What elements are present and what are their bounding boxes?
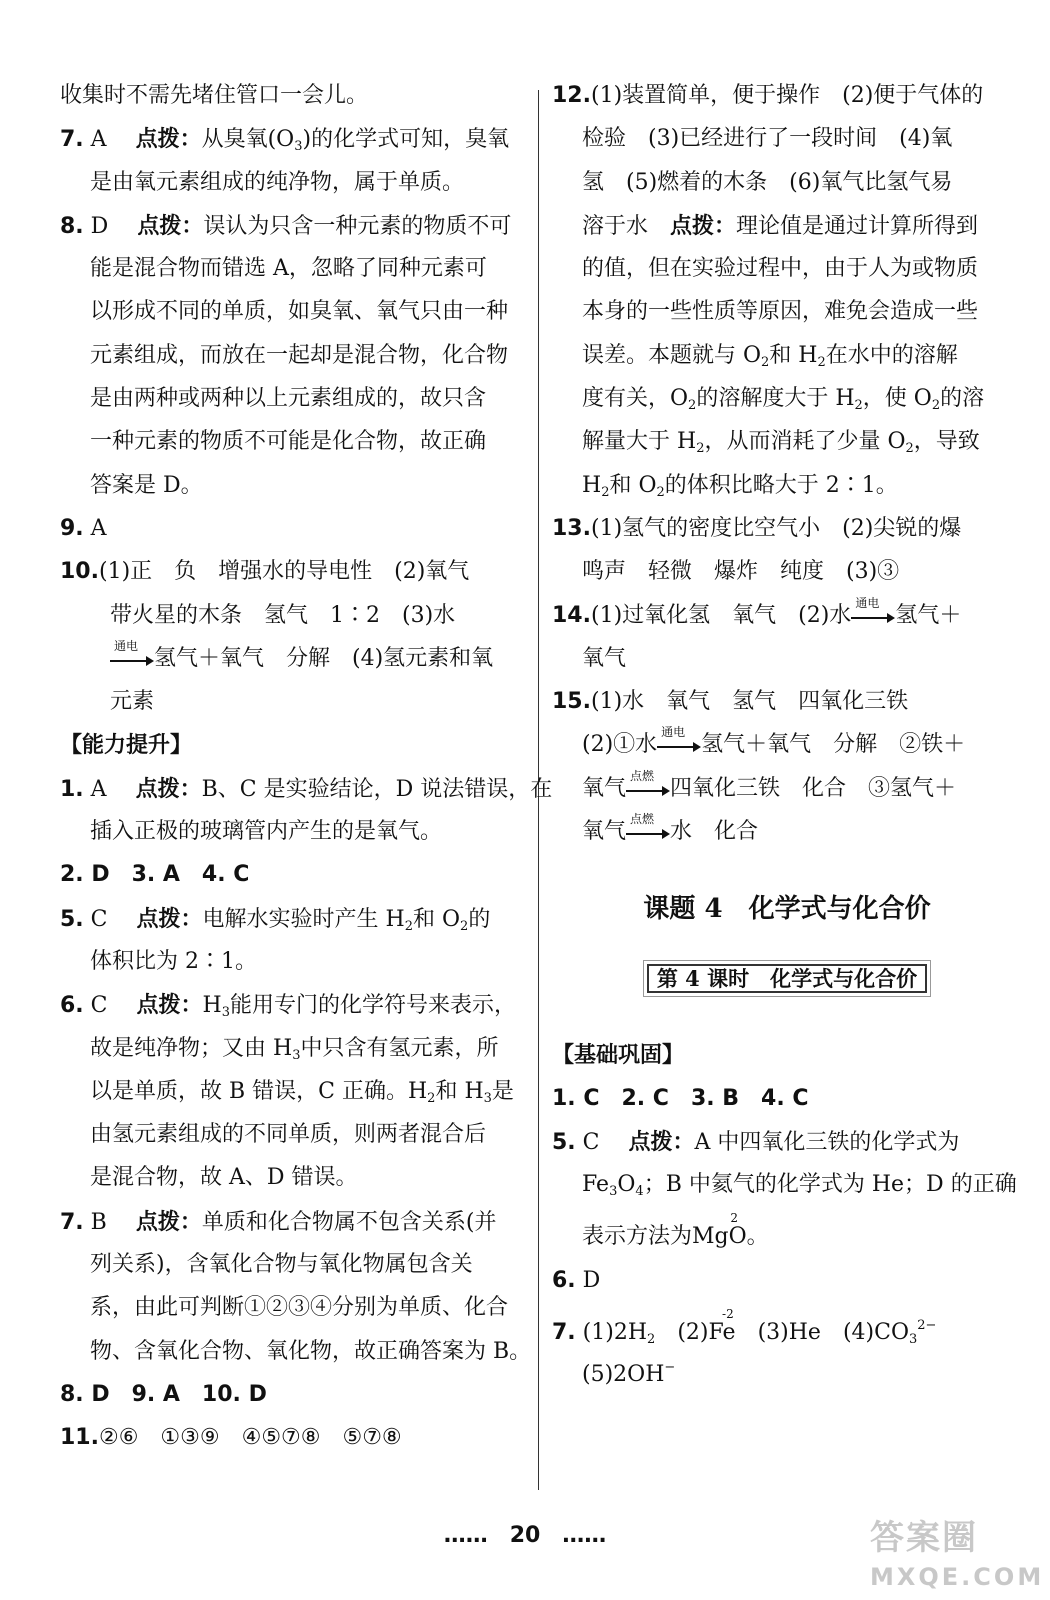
text-line: 能是混合物而错选 A，忽略了同种元素可 xyxy=(90,256,487,282)
ability-answer-6: 6. C 点拨：H3能用专门的化学符号来表示， xyxy=(60,992,517,1021)
text-line: 的值，但在实验过程中，由于人为或物质 xyxy=(582,256,979,282)
lesson-title-box: 第 4 课时 化学式与化合价 xyxy=(647,964,927,993)
text-line: 氢 (5)燃着的木条 (6)氧气比氢气易 xyxy=(582,169,953,195)
basic-answer-7: 7. (1)2H2 (2) -2 Fe (3)He (4)CO32− xyxy=(552,1306,937,1347)
answer-10: 10.(1)正 负 增强水的导电性 (2)氧气 xyxy=(60,559,470,585)
ability-answer-14: 14.(1)过氧化氢 氧气 (2)水 通电 氢气＋ xyxy=(552,595,962,628)
text-line: 是混合物，故 A、D 错误。 xyxy=(90,1165,358,1191)
text-line: 是由氧元素组成的纯净物，属于单质。 xyxy=(90,169,465,195)
text-line: 鸣声 轻微 爆炸 纯度 (3)③ xyxy=(582,559,900,585)
text-line: 溶于水 点拨：理论值是通过计算所得到 xyxy=(582,212,979,239)
text-line: 系，由此可判断①②③④分别为单质、化合 xyxy=(90,1295,509,1321)
text-line: 氧气 点燃 水 化合 xyxy=(582,812,759,845)
ability-answer-12: 12.(1)装置简单，便于操作 (2)便于气体的 xyxy=(552,83,984,108)
text-line: 以形成不同的单质，如臭氧、氧气只由一种 xyxy=(90,299,509,325)
text-line: 由氢元素组成的不同单质，则两者混合后 xyxy=(90,1122,487,1148)
text-line: Fe3O4；B 中氦气的化学式为 He；D 的正确 xyxy=(582,1172,1017,1200)
page-number: …… 20 …… xyxy=(443,1523,607,1548)
right-column xyxy=(552,85,1022,1404)
text-line: 物、含氧化合物、氧化物，故正确答案为 B。 xyxy=(90,1338,532,1364)
section-header-basic: 【基础巩固】 xyxy=(552,1042,685,1069)
ability-answer-13: 13.(1)氢气的密度比空气小 (2)尖锐的爆 xyxy=(552,515,962,541)
text-line: 以是单质，故 B 错误，C 正确。H2和 H3是 xyxy=(90,1078,514,1106)
text-line: 插入正极的玻璃管内产生的是氧气。 xyxy=(90,819,443,845)
text-line: 答案是 D。 xyxy=(90,472,203,498)
answer-9: 9. A xyxy=(60,515,107,541)
watermark-logo: 答案圈 MXQE.COM xyxy=(870,1518,1045,1591)
text-line: 解量大于 H2，从而消耗了少量 O2，导致 xyxy=(582,429,980,457)
ability-answer-1: 1. A 点拨：B、C 是实验结论，D 说法错误，在 xyxy=(60,775,553,802)
ability-answer-7: 7. B 点拨：单质和化合物属不包含关系(并 xyxy=(60,1208,497,1235)
text-line: 检验 (3)已经进行了一段时间 (4)氧 xyxy=(582,126,953,152)
reaction-arrow: 通电 xyxy=(657,734,701,756)
text-line: 一种元素的物质不可能是化合物，故正确 xyxy=(90,429,487,455)
lesson-box-container xyxy=(552,954,1022,1044)
section-header-ability: 【能力提升】 xyxy=(60,732,193,759)
reaction-arrow: 点燃 xyxy=(626,821,670,843)
answer-7: 7. A 点拨：从臭氧(O3)的化学式可知，臭氧 xyxy=(60,126,510,155)
answer-8: 8. D 点拨：误认为只含一种元素的物质不可 xyxy=(60,212,512,239)
text-line: 通电 氢气＋氧气 分解 (4)氢元素和氧 xyxy=(60,648,535,691)
basic-answers-1-4: 1. C 2. C 3. B 4. C xyxy=(552,1085,809,1111)
text-line: 故是纯净物；又由 H3中只含有氢元素，所 xyxy=(90,1035,499,1063)
text-line: 本身的一些性质等原因，难免会造成一些 xyxy=(582,299,979,325)
ability-answers-2-4: 2. D 3. A 4. C xyxy=(60,862,250,888)
text-line: 表示方法为 2 MgO。 xyxy=(582,1210,769,1249)
ability-answer-15: 15.(1)水 氧气 氢气 四氧化三铁 xyxy=(552,689,909,715)
ability-answer-11: 11.②⑥ ①③⑨ ④⑤⑦⑧ ⑤⑦⑧ xyxy=(60,1425,402,1451)
text-line: 带火星的木条 氢气 1∶2 (3)水 xyxy=(110,602,456,628)
text-line: 收集时不需先堵住管口一会儿。 xyxy=(60,83,369,108)
chapter-title: 课题 4 化学式与化合价 xyxy=(643,894,931,925)
reaction-arrow: 点燃 xyxy=(626,778,670,800)
valence-mark: -2 Fe xyxy=(708,1306,736,1345)
text-line: 度有关，O2的溶解度大于 H2，使 O2的溶 xyxy=(582,386,985,414)
text-line: 是由两种或两种以上元素组成的，故只含 xyxy=(90,386,487,412)
ability-answers-8-10: 8. D 9. A 10. D xyxy=(60,1381,267,1407)
text-line: 元素组成，而放在一起却是混合物，化合物 xyxy=(90,342,509,368)
ability-answer-5: 5. C 点拨：电解水实验时产生 H2和 O2的 xyxy=(60,905,491,934)
text-line: 误差。本题就与 O2和 H2在水中的溶解 xyxy=(582,342,958,370)
reaction-arrow: 通电 xyxy=(851,605,895,627)
reaction-arrow: 通电 xyxy=(110,648,154,670)
left-column xyxy=(60,83,553,1471)
text-line: 体积比为 2∶1。 xyxy=(90,948,257,974)
text-line: 氧气 点燃 四氧化三铁 化合 ③氢气＋ xyxy=(582,768,957,801)
text-line: (5)2OH− xyxy=(582,1359,676,1387)
text-line: 元素 xyxy=(110,689,155,715)
text-line: H2和 O2的体积比略大于 2∶1。 xyxy=(582,472,898,500)
text-line: 列关系)，含氧化合物与氧化物属包含关 xyxy=(90,1252,473,1278)
valence-mark: 2 MgO。 xyxy=(692,1210,769,1249)
text-line: (2)①水 通电 氢气＋氧气 分解 ②铁＋ xyxy=(582,725,966,758)
text-line: 氧气 xyxy=(582,645,627,671)
basic-answer-6: 6. D xyxy=(552,1267,601,1293)
basic-answer-5: 5. C 点拨：A 中四氧化三铁的化学式为 xyxy=(552,1128,960,1155)
